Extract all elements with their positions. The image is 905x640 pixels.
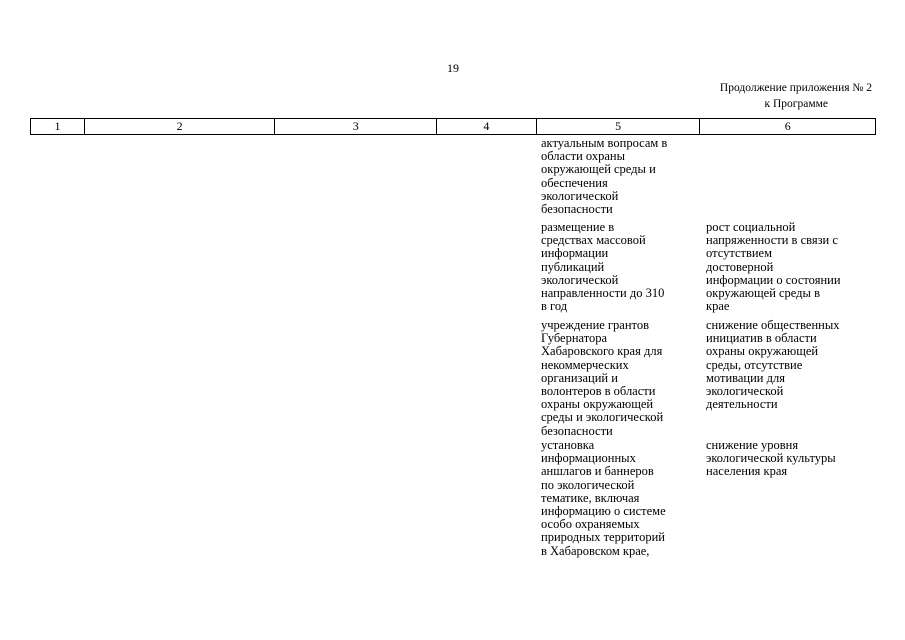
table-cell-col6-row2: рост социальной напряженности в связи с отсутствием достоверной информации о состоянии окружающей среды в крае (706, 220, 841, 314)
column-header-4: 4 (437, 119, 537, 134)
column-header-5: 5 (537, 119, 701, 134)
table-cell-col6-row4: снижение уровня экологической культуры населения края (706, 438, 836, 479)
page-number: 19 (447, 61, 459, 75)
column-header-3: 3 (275, 119, 437, 134)
column-header-6: 6 (784, 119, 791, 133)
table-cell-col5-row4: установка информационных аншлагов и баннеров по экологической тематике, включая информацию о системе особо охраняемых природных территорий в Хабаровском крае, (541, 438, 666, 558)
appendix-continuation: Продолжение приложения № 2 (719, 82, 872, 94)
appendix-note (660, 80, 890, 112)
table-cell-col5-row3: учреждение грантов Губернатора Хабаровского края для некоммерческих организаций и волонтеров в области охраны окружающей среды и экологической безопасности (541, 318, 664, 438)
table-cell-col6-row3: снижение общественных инициатив в области охраны окружающей среды, отсутствие мотивации для экологической деятельности (706, 318, 840, 412)
table-cell-col5-row1: актуальным вопросам в области охраны окружающей среды и обеспечения экологической безопасности (541, 136, 668, 217)
column-header-2: 2 (85, 119, 276, 134)
appendix-program: к Программе (764, 98, 828, 110)
table-header-row (30, 118, 876, 135)
table-cell-col5-row2: размещение в средствах массовой информации публикаций экологической направленности до 310 в год (541, 220, 665, 314)
column-header-1: 1 (31, 119, 85, 134)
